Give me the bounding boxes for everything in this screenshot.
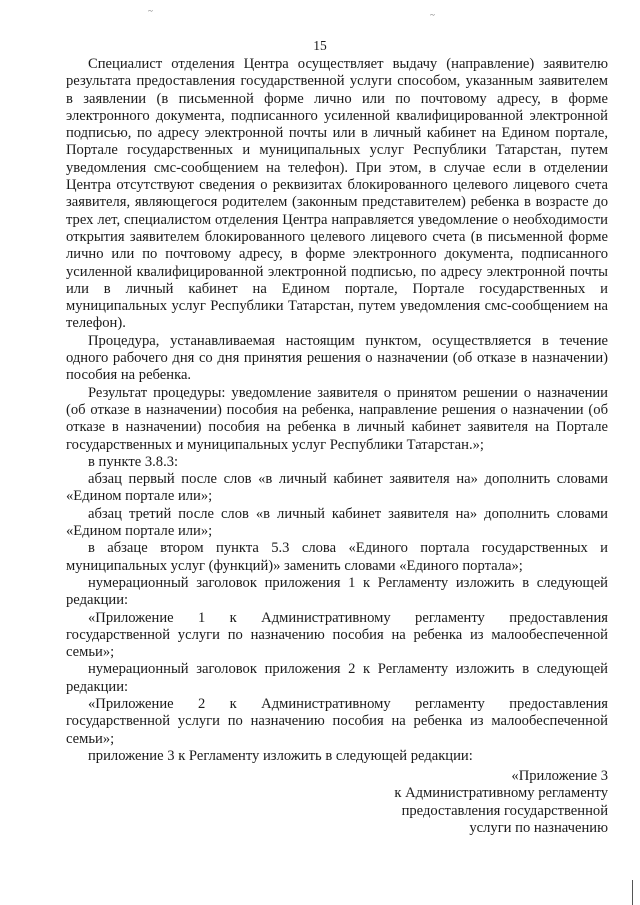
page-number: 15 <box>313 38 327 53</box>
paragraph-appendix-1-heading: нумерационный заголовок приложения 1 к Регламенту изложить в следующей редакции: <box>66 574 608 609</box>
paragraph-appendix-2-heading: нумерационный заголовок приложения 2 к Регламенту изложить в следующей редакции: <box>66 661 608 695</box>
appendix-3-caption <box>348 768 608 837</box>
scan-artifact: ~ <box>430 10 435 20</box>
caption-line: «Приложение 3 <box>511 768 608 784</box>
paragraph-point-3-8-3: в пункте 3.8.3: <box>88 453 179 470</box>
caption-line: к Административному регламенту <box>394 785 608 802</box>
paragraph-specialist-issue: Специалист отделения Центра осуществляет выдачу (направление) заявителю результата предоставления государственной услуги способом, указанным заявителем в заявлении (в письменной форме лично или по почтовому адресу, в форме электронного документа, подписанного усиленной квалифицированной электронной подписью, по адресу электронной почты или в личный кабинет на Едином портале, Портале государственных и муниципальных услуг Республики Татарстан, путем уведомления смс-сообщением на телефон). При этом, в случае если в отделении Центра отсутствуют сведения о реквизитах блокированного целевого лицевого счета заявителя, являющегося родителем (законным представителем) ребенка в возрасте до трех лет, специалистом отделения Центра направляется уведомление о необходимости открытия заявителем блокированного целевого лицевого счета (в письменной форме лично или по почтовому адресу, в форме электронного документа, подписанного усиленной квалифицированной электронной подписью, по адресу электронной почты или в личный кабинет на Едином портале, Портале государственных и муниципальных услуг Республики Татарстан, путем уведомления смс-сообщением на телефон). <box>66 56 608 332</box>
paragraph-appendix-3-intro: приложение 3 к Регламенту изложить в следующей редакции: <box>88 747 473 764</box>
scan-edge-line <box>632 880 633 905</box>
paragraph-appendix-1-text: «Приложение 1 к Административному регламенту предоставления государственной услуги по назначению пособия на ребенка из малообеспеченной семьи»; <box>66 609 608 661</box>
paragraph-appendix-2-text: «Приложение 2 к Административному регламенту предоставления государственной услуги по назначению пособия на ребенка из малообеспеченной семьи»; <box>66 695 608 747</box>
document-body <box>66 56 608 765</box>
paragraph-point-5-3: в абзаце втором пункта 5.3 слова «Единого портала государственных и муниципальных услуг (функций)» заменить словами «Единого портала»; <box>66 540 608 574</box>
paragraph-first-abzac: абзац первый после слов «в личный кабинет заявителя на» дополнить словами «Едином портале или»; <box>66 471 608 505</box>
paragraph-procedure-result: Результат процедуры: уведомление заявителя о принятом решении о назначении (об отказе в назначении) пособия на ребенка, направление решения о назначении (об отказе в назначении) пособия на ребенка в личный кабинет заявителя на Портале государственных и муниципальных услуг Республики Татарстан.»; <box>66 384 608 453</box>
paragraph-third-abzac: абзац третий после слов «в личный кабинет заявителя на» дополнить словами «Едином портале или»; <box>66 505 608 540</box>
caption-line: предоставления государственной <box>401 802 608 819</box>
scan-artifact: ~ <box>148 6 153 16</box>
paragraph-procedure-term: Процедура, устанавливаемая настоящим пунктом, осуществляется в течение одного рабочего дня со дня принятия решения о назначении (об отказе в назначении) пособия на ребенка. <box>66 332 608 384</box>
caption-line: услуги по назначению <box>469 819 608 836</box>
